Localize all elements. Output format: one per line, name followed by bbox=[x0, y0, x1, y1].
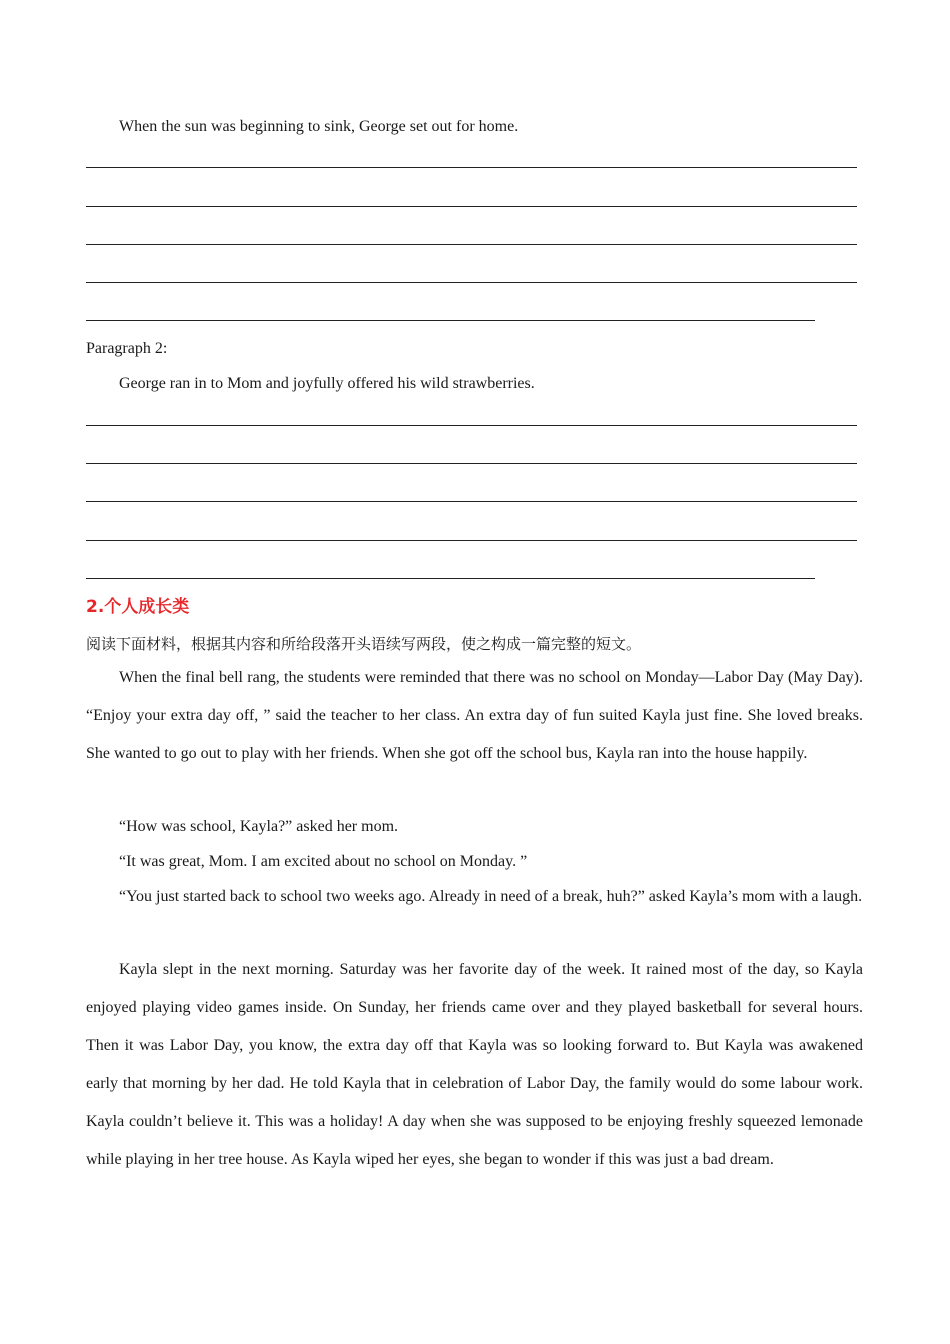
writing-line[interactable] bbox=[86, 425, 857, 426]
story-paragraph: “You just started back to school two weeks ago. Already in need of a break, huh?” asked Kayla’s mom with a laugh. bbox=[119, 888, 863, 905]
story-paragraph: “How was school, Kayla?” asked her mom. bbox=[119, 818, 399, 835]
writing-line[interactable] bbox=[86, 463, 857, 464]
story-paragraph: “It was great, Mom. I am excited about no school on Monday. ” bbox=[119, 853, 528, 870]
writing-line[interactable] bbox=[86, 501, 857, 502]
writing-line[interactable] bbox=[86, 282, 857, 283]
writing-line[interactable] bbox=[86, 206, 857, 207]
section-instruction: 阅读下面材料，根据其内容和所给段落开头语续写两段，使之构成一篇完整的短文。 bbox=[86, 635, 642, 653]
story-paragraph: Kayla slept in the next morning. Saturday was her favorite day of the week. It rained most of the day, so Kayla enjoyed playing video games inside. On Sunday, her friends came over and they played basketball for several hours. Then it was Labor Day, you know, the extra day off that Kayla was so looking forward to. But Kayla was awakened early that morning by her dad. He told Kayla that in celebration of Labor Day, the family would do some labour work. Kayla couldn’t believe it. This was a holiday! A day when she was supposed to be enjoying freshly squeezed lemonade while playing in her tree house. As Kayla wiped her eyes, she began to wonder if this was just a bad dream. bbox=[86, 961, 863, 1168]
story-paragraph: When the final bell rang, the students were reminded that there was no school on Monday—Labor Day (May Day). “Enjoy your extra day off, ” said the teacher to her class. An extra day of fun suited Kayla just fine. She loved breaks. She wanted to go out to play with her friends. When she got off the school bus, Kayla ran into the house happily. bbox=[86, 669, 863, 762]
writing-line[interactable] bbox=[86, 540, 857, 541]
writing-line[interactable] bbox=[86, 167, 857, 168]
writing-line[interactable] bbox=[86, 578, 815, 579]
section-heading: 2.个人成长类 bbox=[86, 597, 190, 617]
paragraph2-label: Paragraph 2: bbox=[86, 340, 168, 357]
paragraph1-opening: When the sun was beginning to sink, George set out for home. bbox=[119, 118, 519, 135]
paragraph2-opening: George ran in to Mom and joyfully offered his wild strawberries. bbox=[119, 375, 535, 392]
writing-line[interactable] bbox=[86, 320, 815, 321]
writing-line[interactable] bbox=[86, 244, 857, 245]
